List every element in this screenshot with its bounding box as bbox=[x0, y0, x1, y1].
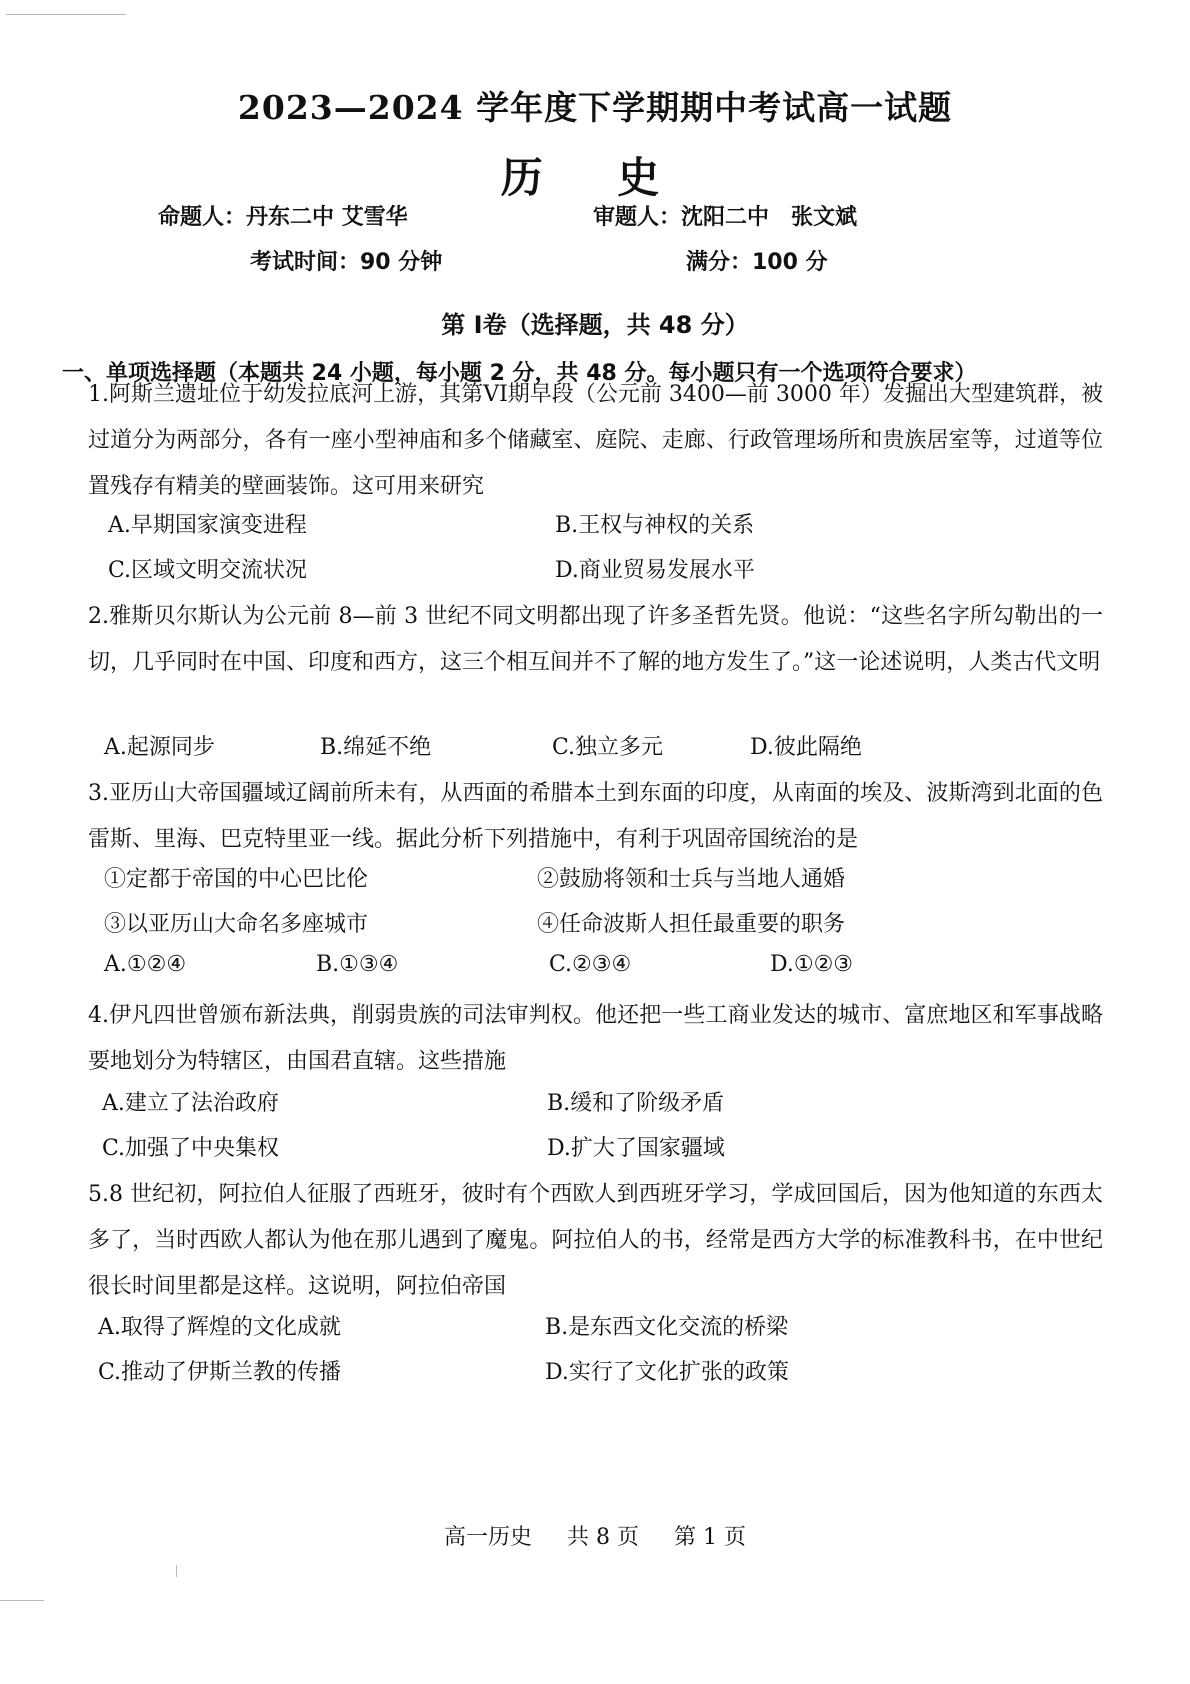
question-3-option-a: A.①②④ bbox=[104, 952, 187, 977]
question-1-option-b: B.王权与神权的关系 bbox=[555, 513, 755, 538]
question-2-option-b: B.绵延不绝 bbox=[320, 735, 432, 760]
question-4-option-a: A.建立了法治政府 bbox=[102, 1091, 279, 1116]
footer-total-pages: 共 8 页 bbox=[567, 1525, 639, 1550]
footer-page-number: 第 1 页 bbox=[674, 1525, 746, 1550]
question-3-option-c: C.②③④ bbox=[549, 952, 632, 977]
question-5-option-a: A.取得了辉煌的文化成就 bbox=[98, 1315, 341, 1340]
question-1-option-c: C.区域文明交流状况 bbox=[108, 558, 308, 583]
question-2-option-c: C.独立多元 bbox=[552, 735, 664, 760]
exam-title: 2023—2024 学年度下学期期中考试高一试题 bbox=[237, 88, 953, 127]
question-3-item-4: ④任命波斯人担任最重要的职务 bbox=[537, 912, 846, 937]
footer-course: 高一历史 bbox=[444, 1525, 533, 1550]
question-3-item-2: ②鼓励将领和士兵与当地人通婚 bbox=[537, 867, 846, 892]
section-title: 第 Ⅰ卷（选择题，共 48 分） bbox=[441, 311, 749, 339]
question-4-option-b: B.缓和了阶级矛盾 bbox=[547, 1091, 725, 1116]
question-1-option-d: D.商业贸易发展水平 bbox=[555, 558, 755, 583]
question-2-option-a: A.起源同步 bbox=[104, 735, 215, 760]
page-footer bbox=[0, 1520, 1190, 1551]
question-2-option-d: D.彼此隔绝 bbox=[750, 735, 862, 760]
scan-mark bbox=[6, 14, 126, 15]
question-3-item-1: ①定都于帝国的中心巴比伦 bbox=[104, 867, 369, 892]
scan-mark bbox=[176, 1565, 177, 1577]
question-2-stem: 2.雅斯贝尔斯认为公元前 8—前 3 世纪不同文明都出现了许多圣哲先贤。他说：“这些名字所勾勒出的一切，几乎同时在中国、印度和西方，这三个相互间并不了解的地方发生了。”这一论述说明，人类古代文明 bbox=[88, 604, 1103, 675]
question-1-stem: 1.阿斯兰遗址位于幼发拉底河上游，其第VI期早段（公元前 3400—前 3000 年）发掘出大型建筑群，被过道分为两部分，各有一座小型神庙和多个储藏室、庭院、走廊、行政管理场所和贵族居室等，过道等位置残存有精美的壁画装饰。这可用来研究 bbox=[88, 382, 1103, 499]
question-3-stem: 3.亚历山大帝国疆域辽阔前所未有，从西面的希腊本土到东面的印度，从南面的埃及、波斯湾到北面的色雷斯、里海、巴克特里亚一线。据此分析下列措施中，有利于巩固帝国统治的是 bbox=[88, 781, 1103, 852]
question-3-option-d: D.①②③ bbox=[770, 952, 854, 977]
question-5-option-d: D.实行了文化扩张的政策 bbox=[545, 1360, 789, 1385]
question-4-option-c: C.加强了中央集权 bbox=[102, 1136, 280, 1161]
question-1-option-a: A.早期国家演变进程 bbox=[108, 513, 307, 538]
question-3-option-b: B.①③④ bbox=[316, 952, 399, 977]
reviewer-label: 审题人：沈阳二中 张文斌 bbox=[593, 205, 858, 230]
question-4-option-d: D.扩大了国家疆域 bbox=[547, 1136, 725, 1161]
question-5-stem: 5.8 世纪初，阿拉伯人征服了西班牙，彼时有个西欧人到西班牙学习，学成回国后，因为他知道的东西太多了，当时西欧人都认为他在那儿遇到了魔鬼。阿拉伯人的书，经常是西方大学的标准教科书，在中世纪很长时间里都是这样。这说明，阿拉伯帝国 bbox=[88, 1182, 1103, 1299]
author-label: 命题人：丹东二中 艾雪华 bbox=[158, 205, 408, 230]
question-3-item-3: ③以亚历山大命名多座城市 bbox=[104, 912, 369, 937]
full-score-label: 满分：100 分 bbox=[686, 250, 828, 275]
part-instructions: 一、单项选择题（本题共 24 小题，每小题 2 分，共 48 分。每小题只有一个选项符合要求） bbox=[62, 361, 977, 386]
question-4-stem: 4.伊凡四世曾颁布新法典，削弱贵族的司法审判权。他还把一些工商业发达的城市、富庶地区和军事战略要地划分为特辖区，由国君直辖。这些措施 bbox=[88, 1003, 1103, 1074]
subject-title: 历 史 bbox=[500, 153, 690, 202]
scan-mark bbox=[0, 1600, 44, 1601]
question-5-option-c: C.推动了伊斯兰教的传播 bbox=[98, 1360, 342, 1385]
exam-time-label: 考试时间：90 分钟 bbox=[250, 250, 443, 275]
question-5-option-b: B.是东西文化交流的桥梁 bbox=[545, 1315, 789, 1340]
